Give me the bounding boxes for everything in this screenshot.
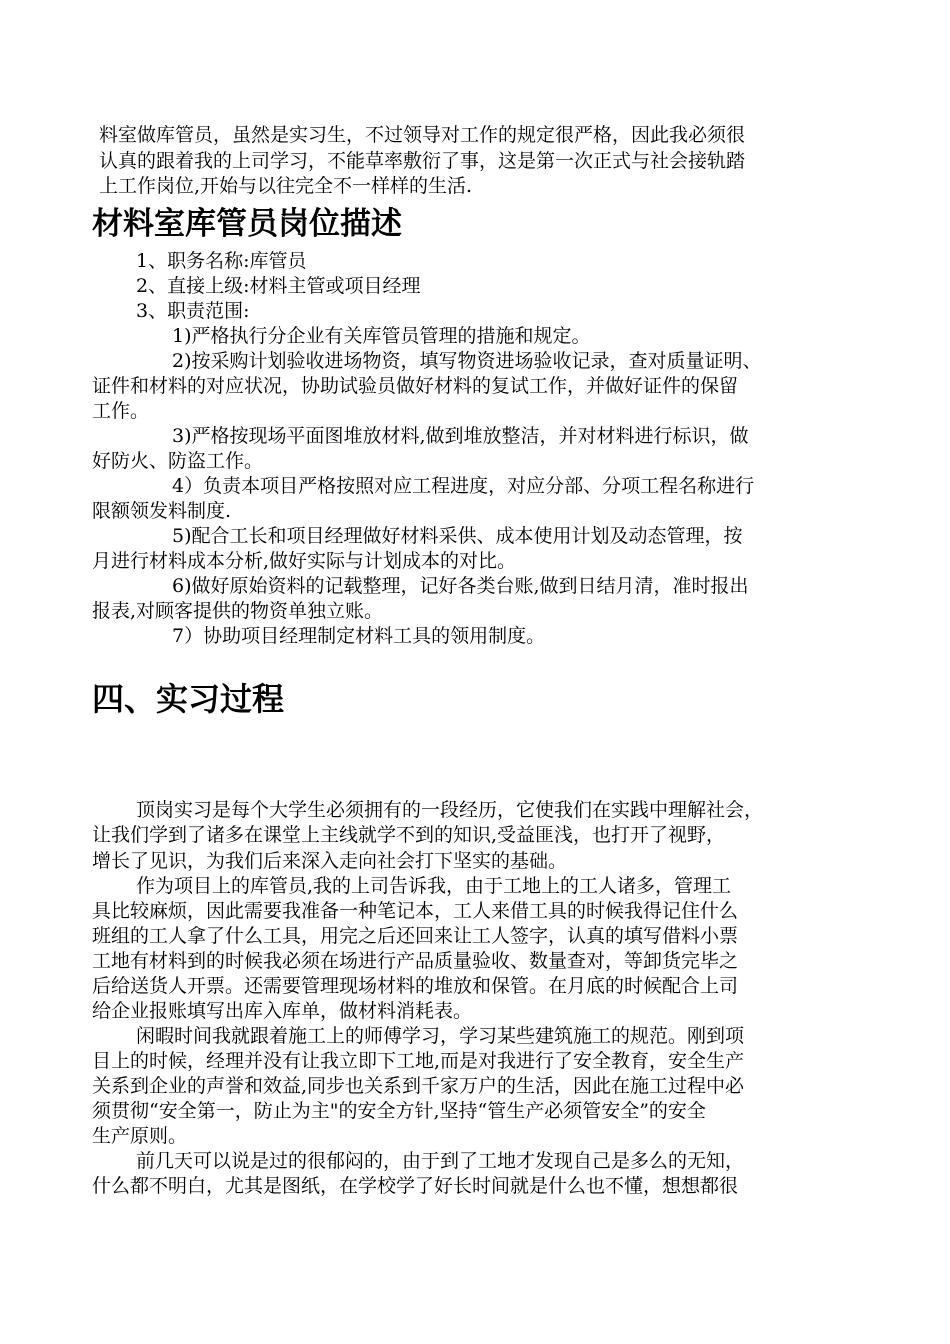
job-item: 2、直接上级:材料主管或项目经理	[136, 275, 421, 297]
body-line: 工地有材料到的时候我必须在场进行产品质量验收、数量查对，等卸货完毕之	[92, 950, 739, 972]
body-line: 后给送货人开票。还需要管理现场材料的堆放和保管。在月底的时候配合上司	[92, 975, 739, 997]
body-line: 作为项目上的库管员,我的上司告诉我，由于工地上的工人诸多，管理工	[136, 875, 732, 897]
job-item: 工作。	[92, 400, 150, 422]
body-line: 前几天可以说是过的很郁闷的，由于到了工地才发现自己是多么的无知，	[136, 1150, 745, 1172]
job-item: 3、职责范围:	[136, 300, 250, 322]
body-line: 让我们学到了诸多在课堂上主线就学不到的知识,受益匪浅，也打开了视野，	[92, 824, 726, 846]
job-item: 限额领发料制度.	[92, 500, 232, 522]
job-item: 2)按采购计划验收进场物资，填写物资进场验收记录，查对质量证明、	[172, 350, 762, 372]
job-item: 证件和材料的对应状况，协助试验员做好材料的复试工作，并做好证件的保留	[92, 375, 739, 397]
job-description-heading: 材料室库管员岗位描述	[92, 206, 402, 242]
job-item: 3)严格按现场平面图堆放材料,做到堆放整洁，并对材料进行标识，做	[172, 425, 749, 447]
body-line: 给企业报账填写出库入库单，做材料消耗表。	[92, 1000, 473, 1022]
intro-line: 料室做库管员，虽然是实习生，不过领导对工作的规定很严格，因此我必须很	[99, 124, 746, 146]
job-item: 4）负责本项目严格按照对应工程进度，对应分部、分项工程名称进行	[172, 475, 755, 497]
body-line: 增长了见识，为我们后来深入走向社会打下坚实的基础。	[92, 850, 568, 872]
job-item: 6)做好原始资料的记载整理，记好各类台账,做到日结月清，准时报出	[172, 575, 749, 597]
body-line: 目上的时候，经理并没有让我立即下工地,而是对我进行了安全教育，安全生产	[92, 1050, 745, 1072]
job-item: 1、职务名称:库管员	[136, 250, 307, 272]
section-heading: 四、实习过程	[92, 680, 285, 718]
body-line: 闲暇时间我就跟着施工上的师傅学习，学习某些建筑施工的规范。刚到项	[136, 1025, 745, 1047]
intro-line: 上工作岗位,开始与以往完全不一样样的生活.	[99, 175, 473, 197]
body-line: 班组的工人拿了什么工具，用完之后还回来让工人签字，认真的填写借料小票	[92, 925, 739, 947]
body-line: 关系到企业的声誉和效益,同步也关系到千家万户的生活，因此在施工过程中必	[92, 1075, 745, 1097]
job-item: 5)配合工长和项目经理做好材料采供、成本使用计划及动态管理，按	[172, 525, 743, 547]
body-line: 须贯彻“安全第一，防止为主"的安全方针,坚持“管生产必须管安全”的安全	[92, 1100, 706, 1122]
body-line: 什么都不明白，尤其是图纸，在学校学了好长时间就是什么也不懂，想想都很	[92, 1175, 739, 1197]
job-item: 报表,对顾客提供的物资单独立账。	[92, 600, 384, 622]
job-item: 7）协助项目经理制定材料工具的领用制度。	[172, 625, 546, 647]
intro-line: 认真的跟着我的上司学习，不能草率敷衍了事，这是第一次正式与社会接轨踏	[99, 150, 746, 172]
body-line: 生产原则。	[92, 1125, 188, 1147]
body-line: 具比较麻烦，因此需要我准备一种笔记本，工人来借工具的时候我得记住什么	[92, 900, 739, 922]
job-item: 好防火、防盗工作。	[92, 450, 264, 472]
job-item: 月进行材料成本分析,做好实际与计划成本的对比。	[92, 550, 517, 572]
body-line: 顶岗实习是每个大学生必须拥有的一段经历，它使我们在实践中理解社会，	[136, 799, 764, 821]
job-item: 1)严格执行分企业有关库管员管理的措施和规定。	[172, 325, 591, 347]
